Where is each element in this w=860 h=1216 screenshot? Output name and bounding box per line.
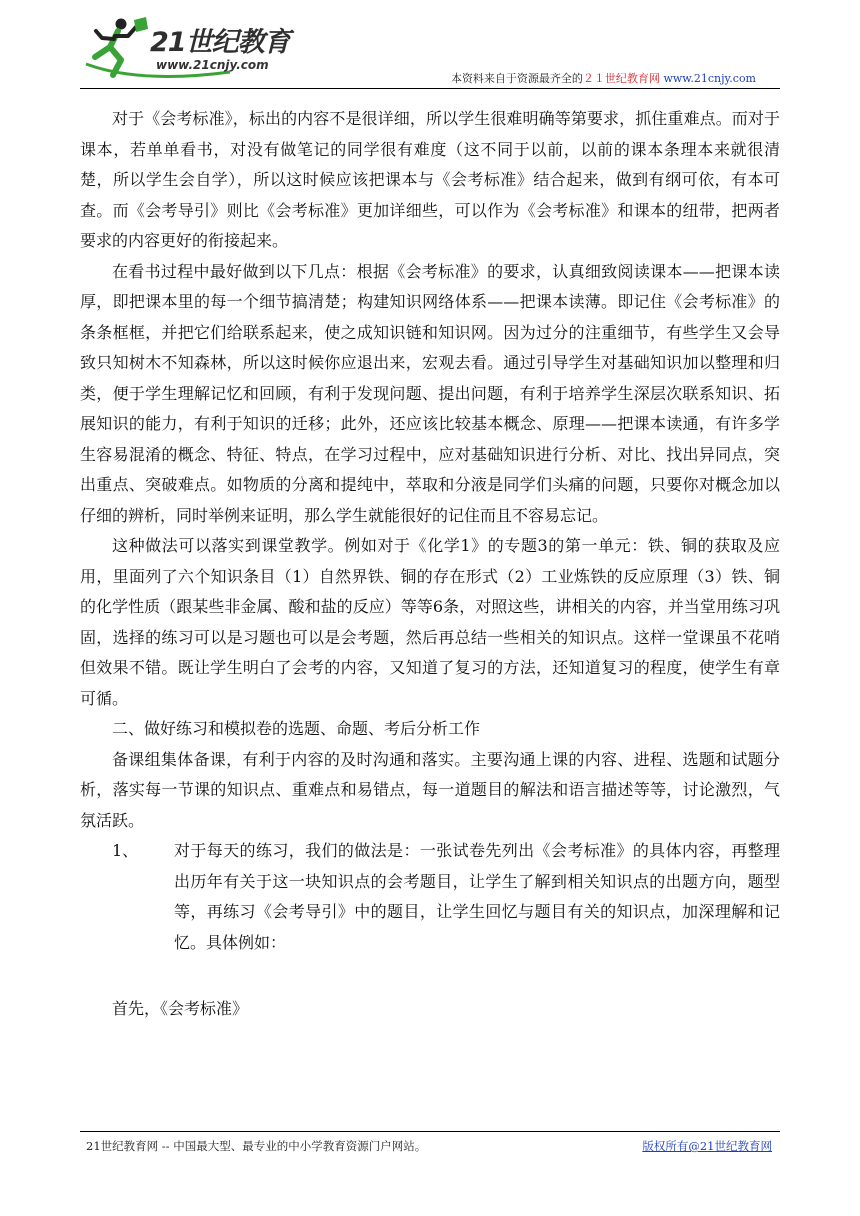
footer-copyright-link[interactable]: 版权所有@21世纪教育网	[642, 1139, 772, 1153]
site-logo[interactable]	[80, 14, 300, 86]
section-heading: 二、做好练习和模拟卷的选题、命题、考后分析工作	[112, 719, 481, 738]
body-paragraph: 备课组集体备课，有利于内容的及时沟通和落实。主要沟通上课的内容、进程、选题和试题分析，落实每一节课的知识点、重难点和易错点，每一道题目的解法和语言描述等等，讨论激烈，气氛活跃。	[80, 749, 780, 830]
header-source-note	[451, 70, 756, 86]
logo-brand-text: 21世纪教育	[150, 27, 290, 58]
footer-divider	[80, 1131, 780, 1132]
document-body	[80, 104, 780, 1025]
list-item-text: 对于每天的练习，我们的做法是：一张试卷先列出《会考标准》的具体内容，再整理出历年有关于这一块知识点的会考题目，让学生了解到相关知识点的出题方向，题型等，再练习《会考导引》中的题目，让学生回忆与题目有关的知识点，加深理解和记忆。具体例如：	[174, 841, 780, 952]
body-paragraph: 在看书过程中最好做到以下几点：根据《会考标准》的要求，认真细致阅读课本——把课本读厚，即把课本里的每一个细节搞清楚；构建知识网络体系——把课本读薄。即记住《会考标准》的条条框框，并把它们给联系起来，使之成知识链和知识网。因为过分的注重细节，有些学生又会导致只知树木不知森林，所以这时候你应退出来，宏观去看。通过引导学生对基础知识加以整理和归类，便于学生理解记忆和回顾，有利于发现问题、提出问题，有利于培养学生深层次联系知识、拓展知识的能力，有利于知识的迁移；此外，还应该比较基本概念、原理——把课本读通，有许多学生容易混淆的概念、特征、特点，在学习过程中，应对基础知识进行分析、对比、找出异同点，突出重点、突破难点。如物质的分离和提纯中，萃取和分液是同学们头痛的问题，只要你对概念加以仔细的辨析，同时举例来证明，那么学生就能很好的记住而且不容易忘记。	[80, 261, 780, 525]
body-paragraph: 这种做法可以落实到课堂教学。例如对于《化学1》的专题3的第一单元：铁、铜的获取及应用，里面列了六个知识条目（1）自然界铁、铜的存在形式（2）工业炼铁的反应原理（3）铁、铜的化学性质（跟某些非金属、酸和盐的反应）等等6条，对照这些，讲相关的内容，并当堂用练习巩固，选择的练习可以是习题也可以是会考题，然后再总结一些相关的知识点。这样一堂课虽不花哨但效果不错。既让学生明白了会考的内容，又知道了复习的方法，还知道复习的程度，使学生有章可循。	[80, 536, 780, 708]
body-paragraph: 对于《会考标准》，标出的内容不是很详细，所以学生很难明确等第要求，抓住重难点。而对于课本，若单单看书，对没有做笔记的同学很有难度（这不同于以前，以前的课本条理本来就很清楚，所以学生会自学），所以这时候应该把课本与《会考标准》结合起来，做到有纲可依，有本可查。而《会考导引》则比《会考标准》更加详细些，可以作为《会考标准》和课本的纽带，把两者要求的内容更好的衔接起来。	[80, 109, 780, 250]
header-note-link[interactable]: www.21cnjy.com	[663, 72, 756, 85]
header-note-prefix: 本资料来自于资源最齐全的	[450, 72, 583, 85]
header-divider	[80, 88, 780, 89]
page-header	[80, 14, 780, 86]
footer-site-description: 21世纪教育网 -- 中国最大型、最专业的中小学教育资源门户网站。	[86, 1139, 427, 1153]
closing-line: 首先，《会考标准》	[112, 999, 249, 1018]
header-note-site[interactable]: ２１世纪教育网	[582, 72, 660, 85]
numbered-list-item	[80, 836, 780, 958]
list-number: 1、	[112, 841, 139, 860]
logo-url-text: www.21cnjy.com	[156, 58, 269, 72]
